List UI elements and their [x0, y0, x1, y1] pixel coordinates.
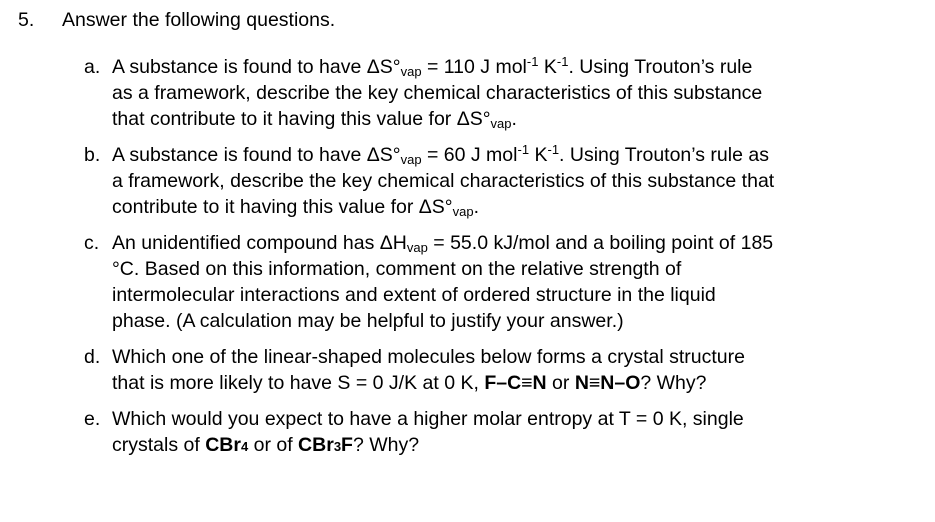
text-line — [112, 308, 904, 334]
text-run: An unidentified compound has ΔH — [112, 232, 407, 254]
part-text — [112, 54, 904, 132]
text-run: K — [529, 144, 548, 166]
text-run: that is more likely to have S = 0 J/K at 0 K, — [112, 372, 485, 394]
formula-count: 4 — [240, 439, 249, 454]
part-e — [84, 406, 904, 458]
subscript: vap — [406, 240, 428, 255]
part-text — [112, 406, 904, 458]
molecule-cbr3f-tail: F — [341, 434, 353, 456]
part-b — [84, 142, 904, 220]
text-line — [112, 406, 904, 432]
text-run: phase. (A calculation may be helpful to justify your answer.) — [112, 310, 624, 332]
molecule-fcn: F–C≡N — [484, 372, 547, 394]
part-d — [84, 344, 904, 396]
text-run: = 60 J mol — [421, 144, 518, 166]
text-line — [112, 432, 904, 458]
superscript: -1 — [547, 142, 560, 157]
text-run: . — [473, 196, 479, 218]
text-run: . Using Trouton’s rule as — [559, 144, 769, 166]
text-line — [112, 194, 904, 220]
part-letter: b. — [84, 144, 101, 166]
subscript: vap — [400, 152, 422, 167]
text-run: = 110 J mol — [421, 56, 527, 78]
text-line — [112, 282, 904, 308]
superscript: -1 — [526, 54, 539, 69]
text-run: A substance is found to have ΔS° — [112, 56, 401, 78]
molecule-cbr3f: CBr — [298, 434, 334, 456]
question-prompt: Answer the following questions. — [62, 9, 336, 31]
text-line — [112, 80, 904, 106]
text-run: °C. Based on this information, comment on the relative strength of — [112, 258, 682, 280]
text-line — [112, 256, 904, 282]
formula-count: 3 — [333, 439, 342, 454]
superscript: -1 — [517, 142, 530, 157]
text-run: = 55.0 kJ/mol and a boiling point of 185 — [427, 232, 774, 254]
text-run: . — [511, 108, 517, 130]
question-5 — [18, 6, 918, 34]
part-text — [112, 344, 904, 396]
text-run: or of — [248, 434, 299, 456]
text-line — [112, 370, 904, 396]
subscript: vap — [452, 204, 474, 219]
text-run: ? Why? — [352, 434, 420, 456]
text-run: Which one of the linear-shaped molecules below forms a crystal structure — [112, 346, 745, 368]
part-text — [112, 230, 904, 334]
text-run: Which would you expect to have a higher molar entropy at T = 0 K, single — [112, 408, 744, 430]
text-run: as a framework, describe the key chemical characteristics of this substance — [112, 82, 763, 104]
molecule-nno: N≡N–O — [574, 372, 641, 394]
part-letter: d. — [84, 346, 101, 368]
part-a — [84, 54, 904, 132]
part-c — [84, 230, 904, 334]
subscript: vap — [400, 64, 422, 79]
question-parts — [84, 54, 904, 458]
subscript: vap — [490, 116, 512, 131]
text-line — [112, 168, 904, 194]
text-run: K — [538, 56, 557, 78]
molecule-cbr4: CBr — [205, 434, 241, 456]
text-line — [112, 142, 904, 168]
question-number: 5. — [18, 9, 35, 31]
part-letter: e. — [84, 408, 101, 430]
question-header — [18, 6, 918, 34]
text-run: a framework, describe the key chemical characteristics of this substance that — [112, 170, 775, 192]
text-run: intermolecular interactions and extent of ordered structure in the liquid — [112, 284, 716, 306]
text-line — [112, 54, 904, 80]
text-line — [112, 344, 904, 370]
text-run: . Using Trouton’s rule — [568, 56, 753, 78]
text-run: that contribute to it having this value for ΔS° — [112, 108, 491, 130]
part-letter: c. — [84, 232, 100, 254]
text-run: contribute to it having this value for ΔS° — [112, 196, 453, 218]
part-letter: a. — [84, 56, 101, 78]
text-run: ? Why? — [640, 372, 707, 394]
part-text — [112, 142, 904, 220]
text-run: A substance is found to have ΔS° — [112, 144, 401, 166]
superscript: -1 — [556, 54, 569, 69]
text-line — [112, 106, 904, 132]
text-run: or — [546, 372, 575, 394]
text-run: crystals of — [112, 434, 206, 456]
text-line — [112, 230, 904, 256]
